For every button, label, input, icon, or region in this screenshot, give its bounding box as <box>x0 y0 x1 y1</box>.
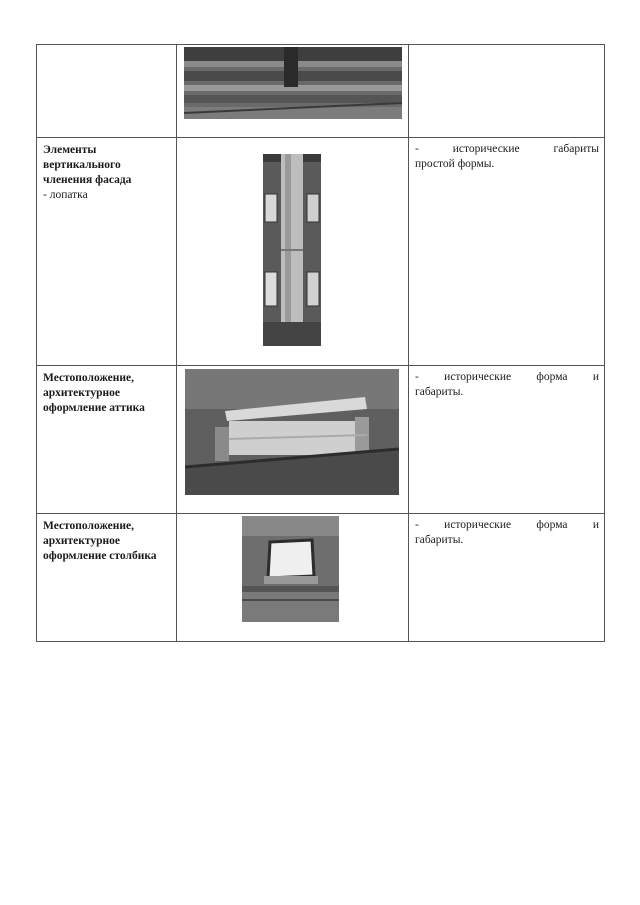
requirement-word: габариты <box>553 143 599 155</box>
requirement-line: простой формы. <box>415 158 495 170</box>
requirement-line: габариты. <box>415 534 464 546</box>
requirement-word: - <box>415 519 419 531</box>
table-row <box>37 514 605 642</box>
table-row <box>37 138 605 366</box>
requirement-cell <box>409 45 605 138</box>
table-row <box>37 45 605 138</box>
element-name-cell <box>37 138 177 366</box>
element-name: Местоположение, архитектурное оформление аттика <box>43 372 145 414</box>
requirement-word: исторические <box>444 519 512 531</box>
requirement-word: исторические <box>452 143 520 155</box>
element-name-cell <box>37 366 177 514</box>
requirement-word: и <box>592 519 599 531</box>
requirement-line <box>415 518 599 533</box>
element-subtype: - лопатка <box>43 189 88 201</box>
requirement-word: и <box>592 371 599 383</box>
facade-photo-top <box>184 47 402 119</box>
requirement-line <box>415 142 599 157</box>
element-name-cell <box>37 514 177 642</box>
pilaster-photo <box>263 154 321 346</box>
requirement-word: форма <box>536 371 568 383</box>
table-row <box>37 366 605 514</box>
element-name: Местоположение, архитектурное оформление столбика <box>43 520 157 562</box>
requirement-line: габариты. <box>415 386 464 398</box>
photo-cell <box>177 366 409 514</box>
requirement-word: - <box>415 371 419 383</box>
requirement-cell <box>409 138 605 366</box>
post-photo <box>242 516 339 622</box>
requirement-cell <box>409 366 605 514</box>
elements-table <box>36 44 605 642</box>
attic-photo <box>185 369 399 495</box>
element-name-cell <box>37 45 177 138</box>
requirement-word: исторические <box>444 371 512 383</box>
requirement-word: - <box>415 143 419 155</box>
requirement-word: форма <box>536 519 568 531</box>
photo-cell <box>177 138 409 366</box>
requirement-line <box>415 370 599 385</box>
photo-cell <box>177 514 409 642</box>
requirement-cell <box>409 514 605 642</box>
photo-cell <box>177 45 409 138</box>
element-name: Элементы вертикального членения фасада <box>43 144 132 186</box>
